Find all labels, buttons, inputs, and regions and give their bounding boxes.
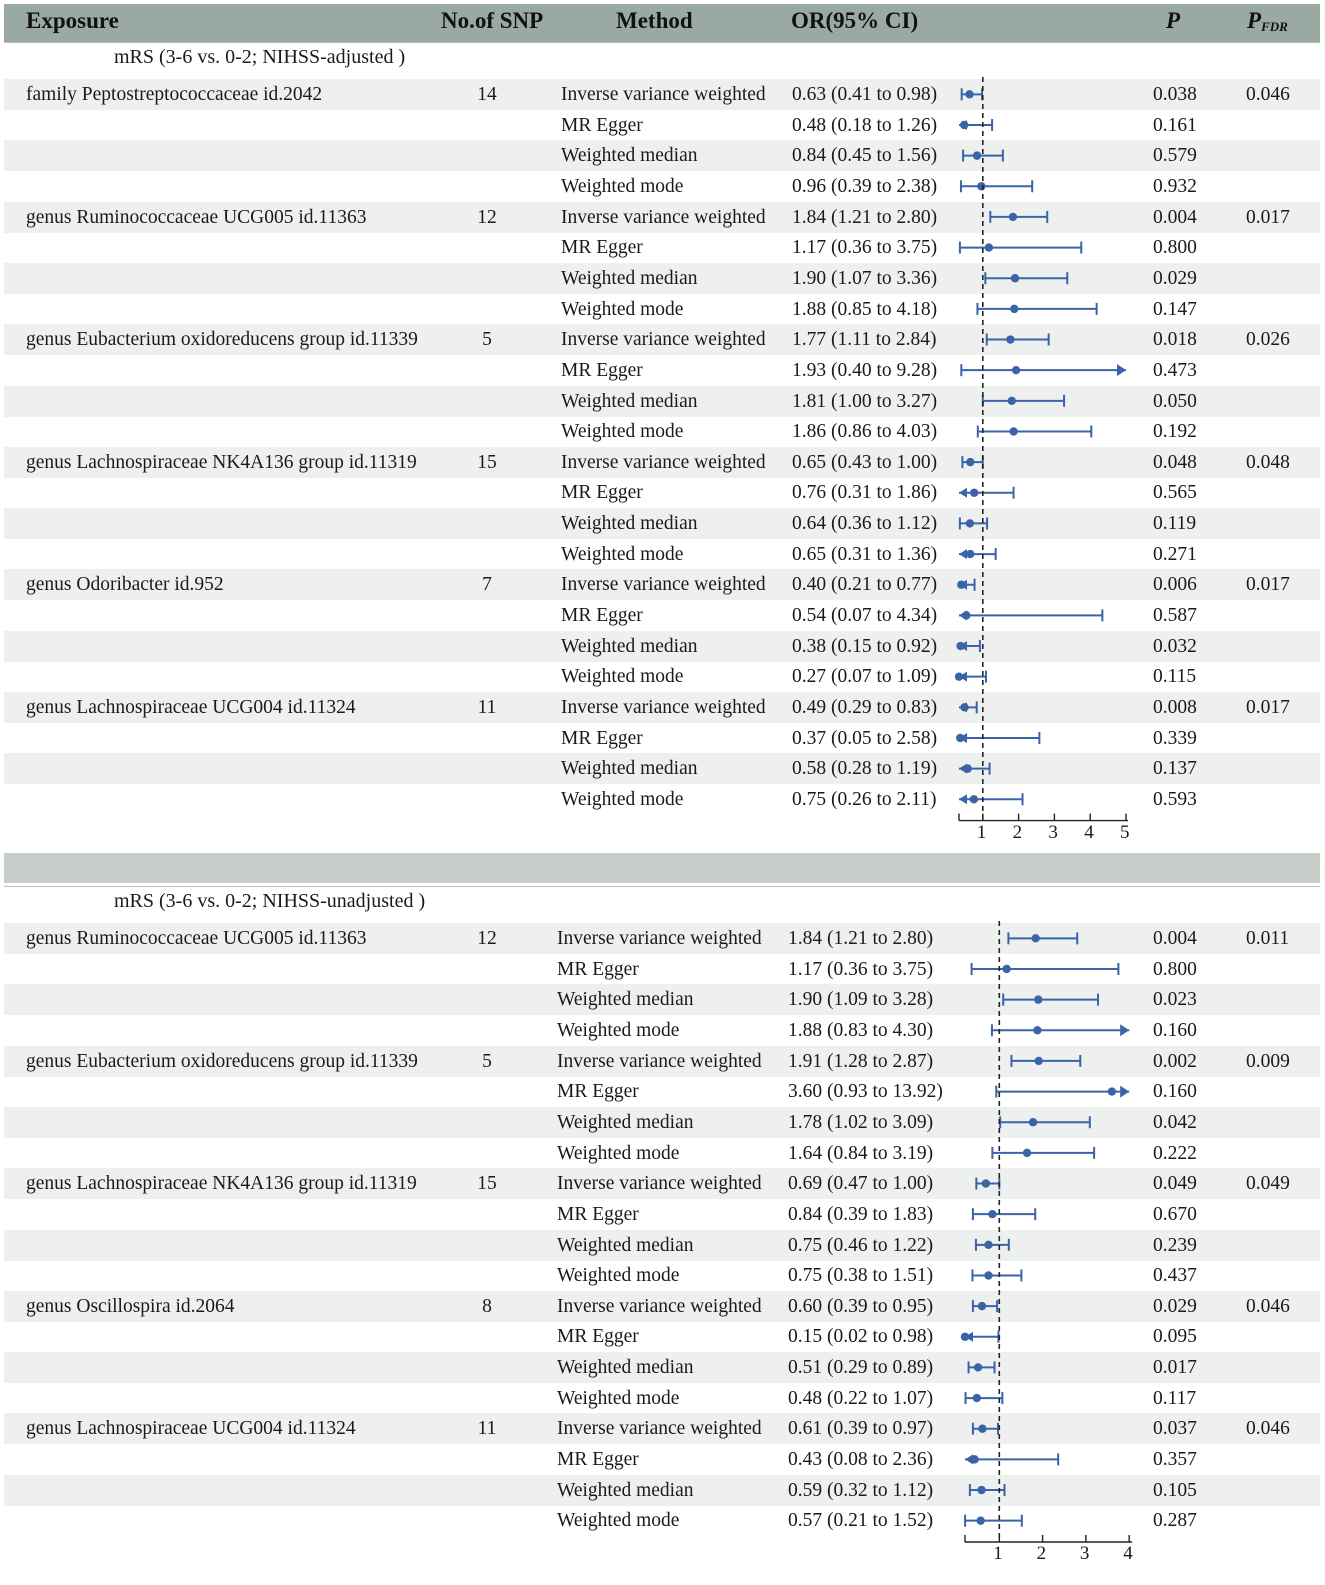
nsnp-value: 11 <box>477 1418 497 1440</box>
x-tick-label: 4 <box>1084 821 1094 843</box>
or-ci-text: 0.48 (0.18 to 1.26) <box>792 114 938 136</box>
p-value: 0.473 <box>1153 359 1197 381</box>
method-label: MR Egger <box>561 114 643 136</box>
nsnp-value: 5 <box>482 1050 492 1072</box>
p-value: 0.038 <box>1153 84 1197 105</box>
ci-arrow-left <box>959 549 967 559</box>
or-ci-text: 0.65 (0.43 to 1.00) <box>792 451 938 473</box>
exposure-label: genus Lachnospiraceae NK4A136 group id.11319 <box>26 451 417 473</box>
or-point <box>976 1516 984 1524</box>
or-ci-text: 0.60 (0.39 to 0.95) <box>788 1295 934 1317</box>
or-point <box>970 1455 978 1463</box>
or-ci-text: 0.75 (0.46 to 1.22) <box>788 1234 934 1256</box>
exposure-label: genus Oscillospira id.2064 <box>26 1295 235 1317</box>
or-ci-text: 1.84 (1.21 to 2.80) <box>792 206 938 228</box>
method-label: MR Egger <box>561 237 643 259</box>
or-point <box>1031 934 1039 942</box>
p-value: 0.004 <box>1153 206 1197 228</box>
or-point <box>957 581 965 589</box>
or-ci-text: 1.88 (0.85 to 4.18) <box>792 298 938 320</box>
method-label: MR Egger <box>561 359 643 381</box>
section-title: mRS (3-6 vs. 0-2; NIHSS-unadjusted ) <box>114 890 426 912</box>
method-label: Weighted median <box>561 758 698 780</box>
or-ci-text: 1.90 (1.09 to 3.28) <box>788 989 934 1011</box>
or-point <box>1034 995 1042 1003</box>
p-value: 0.339 <box>1153 727 1197 749</box>
method-label: Weighted median <box>557 1234 694 1256</box>
nsnp-value: 12 <box>477 928 497 949</box>
exposure-label: genus Eubacterium oxidoreducens group id.11339 <box>26 329 418 351</box>
header-method: Method <box>616 8 693 33</box>
ci-arrow-right <box>1120 1086 1129 1098</box>
ci-arrow-left <box>959 794 967 804</box>
or-point <box>1029 1118 1037 1126</box>
p-value: 0.002 <box>1153 1050 1197 1072</box>
exposure-label: genus Eubacterium oxidoreducens group id.11339 <box>26 1050 418 1072</box>
or-ci-text: 1.78 (1.02 to 3.09) <box>788 1111 934 1133</box>
nsnp-value: 11 <box>477 697 497 718</box>
method-label: MR Egger <box>561 727 643 749</box>
p-value: 0.593 <box>1153 788 1197 810</box>
ci-arrow-right <box>1117 364 1126 376</box>
method-label: Inverse variance weighted <box>561 84 766 105</box>
p-value: 0.579 <box>1153 145 1197 167</box>
or-ci-text: 0.15 (0.02 to 0.98) <box>788 1326 934 1348</box>
nsnp-value: 15 <box>477 451 497 473</box>
method-label: Inverse variance weighted <box>561 206 766 228</box>
or-point <box>961 1333 969 1341</box>
or-point <box>966 458 974 466</box>
nsnp-value: 7 <box>482 574 492 596</box>
method-label: Weighted median <box>557 1479 694 1501</box>
header-pfdr-main: P <box>1247 8 1262 33</box>
or-ci-text: 0.57 (0.21 to 1.52) <box>788 1510 934 1532</box>
or-ci-text: 1.88 (0.83 to 4.30) <box>788 1019 934 1041</box>
method-label: MR Egger <box>557 1449 639 1471</box>
or-ci-text: 0.37 (0.05 to 2.58) <box>792 727 938 749</box>
p-value: 0.271 <box>1153 543 1197 565</box>
p-value: 0.800 <box>1153 958 1197 980</box>
or-point <box>966 550 974 558</box>
or-point <box>1035 1057 1043 1065</box>
or-point <box>1011 274 1019 282</box>
method-label: MR Egger <box>557 1326 639 1348</box>
method-label: Inverse variance weighted <box>557 1418 762 1440</box>
p-value: 0.004 <box>1153 928 1197 949</box>
or-ci-text: 0.38 (0.15 to 0.92) <box>792 635 938 657</box>
p-value: 0.137 <box>1153 758 1197 780</box>
p-value: 0.115 <box>1153 666 1197 688</box>
or-ci-text: 1.91 (1.28 to 2.87) <box>788 1050 934 1072</box>
or-ci-text: 0.43 (0.08 to 2.36) <box>788 1449 934 1471</box>
x-tick-label: 2 <box>1012 821 1023 843</box>
header-or: OR(95% CI) <box>791 8 919 33</box>
p-value: 0.287 <box>1153 1510 1197 1532</box>
method-label: Weighted median <box>557 989 694 1011</box>
p-value: 0.095 <box>1153 1326 1197 1348</box>
exposure-label: genus Ruminococcaceae UCG005 id.11363 <box>26 928 367 949</box>
or-ci-text: 0.64 (0.36 to 1.12) <box>792 513 938 535</box>
pfdr-value: 0.017 <box>1246 697 1290 718</box>
method-label: Weighted mode <box>557 1510 680 1532</box>
method-label: Inverse variance weighted <box>557 928 762 949</box>
header-exposure: Exposure <box>26 8 119 33</box>
p-value: 0.050 <box>1153 390 1197 412</box>
or-point <box>960 703 968 711</box>
method-label: Inverse variance weighted <box>557 1173 762 1195</box>
or-ci-text: 0.27 (0.07 to 1.09) <box>792 666 938 688</box>
method-label: Inverse variance weighted <box>561 329 766 351</box>
or-ci-text: 0.75 (0.38 to 1.51) <box>788 1265 934 1287</box>
p-value: 0.048 <box>1153 451 1197 473</box>
or-point <box>1009 427 1017 435</box>
or-point <box>970 489 978 497</box>
method-label: MR Egger <box>561 605 643 627</box>
pfdr-value: 0.009 <box>1246 1050 1290 1072</box>
x-tick-label: 3 <box>1079 1543 1090 1564</box>
exposure-label: genus Lachnospiraceae NK4A136 group id.11319 <box>26 1173 417 1195</box>
nsnp-value: 15 <box>477 1173 497 1195</box>
method-label: Weighted mode <box>561 666 684 688</box>
x-tick-label: 3 <box>1048 821 1058 843</box>
or-ci-text: 3.60 (0.93 to 13.92) <box>788 1081 943 1103</box>
or-point <box>965 90 973 98</box>
x-tick-label: 4 <box>1123 1543 1133 1564</box>
p-value: 0.160 <box>1153 1081 1197 1103</box>
p-value: 0.222 <box>1153 1142 1197 1164</box>
pfdr-value: 0.017 <box>1246 574 1290 596</box>
p-value: 0.932 <box>1153 175 1197 197</box>
method-label: Weighted median <box>561 390 698 412</box>
or-ci-text: 1.77 (1.11 to 2.84) <box>792 329 937 351</box>
p-value: 0.437 <box>1153 1265 1197 1287</box>
method-label: MR Egger <box>557 1203 639 1225</box>
nsnp-value: 14 <box>477 84 497 105</box>
exposure-label: genus Ruminococcaceae UCG005 id.11363 <box>26 206 367 228</box>
or-point <box>978 1302 986 1310</box>
p-value: 0.029 <box>1153 267 1197 289</box>
or-point <box>1023 1149 1031 1157</box>
or-point <box>1108 1087 1116 1095</box>
nsnp-value: 12 <box>477 206 497 228</box>
p-value: 0.161 <box>1153 114 1197 136</box>
or-ci-text: 0.40 (0.21 to 0.77) <box>792 574 938 596</box>
exposure-label: family Peptostreptococcaceae id.2042 <box>26 84 323 105</box>
or-ci-text: 0.69 (0.47 to 1.00) <box>788 1173 934 1195</box>
or-point <box>956 642 964 650</box>
or-ci-text: 1.17 (0.36 to 3.75) <box>788 958 934 980</box>
p-value: 0.192 <box>1153 421 1197 443</box>
method-label: Weighted mode <box>561 543 684 565</box>
method-label: Weighted mode <box>557 1387 680 1409</box>
ci-arrow-left <box>959 488 967 498</box>
or-ci-text: 0.49 (0.29 to 0.83) <box>792 697 938 718</box>
or-point <box>1008 397 1016 405</box>
method-label: Inverse variance weighted <box>561 574 766 596</box>
or-point <box>964 764 972 772</box>
method-label: Weighted median <box>561 145 698 167</box>
or-ci-text: 0.84 (0.45 to 1.56) <box>792 145 938 167</box>
or-ci-text: 0.76 (0.31 to 1.86) <box>792 482 938 504</box>
or-ci-text: 1.84 (1.21 to 2.80) <box>788 928 934 949</box>
or-ci-text: 0.48 (0.22 to 1.07) <box>788 1387 934 1409</box>
x-tick-label: 2 <box>1036 1543 1047 1564</box>
or-point <box>973 151 981 159</box>
or-ci-text: 0.75 (0.26 to 2.11) <box>792 788 937 810</box>
or-point <box>978 1425 986 1433</box>
or-point <box>960 121 968 129</box>
method-label: Inverse variance weighted <box>561 697 766 718</box>
method-label: Inverse variance weighted <box>561 451 766 473</box>
method-label: Weighted median <box>561 635 698 657</box>
nsnp-value: 8 <box>482 1295 492 1317</box>
or-ci-text: 1.64 (0.84 to 3.19) <box>788 1142 934 1164</box>
method-label: MR Egger <box>561 482 643 504</box>
or-point <box>984 1271 992 1279</box>
p-value: 0.117 <box>1153 1387 1197 1409</box>
or-point <box>955 672 963 680</box>
p-value: 0.032 <box>1153 635 1197 657</box>
exposure-label: genus Lachnospiraceae UCG004 id.11324 <box>26 697 356 718</box>
p-value: 0.147 <box>1153 298 1197 320</box>
pfdr-value: 0.017 <box>1246 206 1290 228</box>
pfdr-value: 0.011 <box>1246 928 1290 949</box>
method-label: MR Egger <box>557 958 639 980</box>
p-value: 0.587 <box>1153 605 1197 627</box>
p-value: 0.017 <box>1153 1357 1197 1379</box>
or-point <box>956 734 964 742</box>
method-label: Weighted mode <box>561 298 684 320</box>
header-p: P <box>1166 8 1181 33</box>
or-point <box>1033 1026 1041 1034</box>
nsnp-value: 5 <box>482 329 492 351</box>
or-point <box>966 519 974 527</box>
or-ci-text: 1.93 (0.40 to 9.28) <box>792 359 938 381</box>
or-point <box>970 795 978 803</box>
method-label: Weighted median <box>557 1357 694 1379</box>
or-point <box>1009 213 1017 221</box>
p-value: 0.042 <box>1153 1111 1197 1133</box>
p-value: 0.565 <box>1153 482 1197 504</box>
or-point <box>982 1179 990 1187</box>
or-point <box>977 1486 985 1494</box>
or-ci-text: 0.61 (0.39 to 0.97) <box>788 1418 934 1440</box>
method-label: MR Egger <box>557 1081 639 1103</box>
method-label: Weighted median <box>557 1111 694 1133</box>
x-tick-label: 1 <box>993 1543 1003 1564</box>
method-label: Weighted mode <box>557 1142 680 1164</box>
or-ci-text: 0.96 (0.39 to 2.38) <box>792 175 938 197</box>
x-tick-label: 1 <box>976 821 987 843</box>
exposure-label: genus Lachnospiraceae UCG004 id.11324 <box>26 1418 356 1440</box>
method-label: Weighted median <box>561 267 698 289</box>
or-ci-text: 0.65 (0.31 to 1.36) <box>792 543 938 565</box>
or-ci-text: 1.86 (0.86 to 4.03) <box>792 421 938 443</box>
p-value: 0.105 <box>1153 1479 1197 1501</box>
or-ci-text: 0.59 (0.32 to 1.12) <box>788 1479 934 1501</box>
or-point <box>962 611 970 619</box>
or-point <box>977 182 985 190</box>
or-point <box>988 1210 996 1218</box>
or-ci-text: 0.84 (0.39 to 1.83) <box>788 1203 934 1225</box>
p-value: 0.357 <box>1153 1449 1197 1471</box>
or-ci-text: 0.54 (0.07 to 4.34) <box>792 605 938 627</box>
method-label: Weighted mode <box>561 175 684 197</box>
method-label: Weighted mode <box>561 788 684 810</box>
p-value: 0.029 <box>1153 1295 1197 1317</box>
or-ci-text: 1.90 (1.07 to 3.36) <box>792 267 938 289</box>
or-point <box>984 1241 992 1249</box>
pfdr-value: 0.046 <box>1246 1418 1290 1440</box>
exposure-label: genus Odoribacter id.952 <box>26 574 224 596</box>
p-value: 0.049 <box>1153 1173 1197 1195</box>
p-value: 0.800 <box>1153 237 1197 259</box>
or-point <box>974 1363 982 1371</box>
section-title: mRS (3-6 vs. 0-2; NIHSS-adjusted ) <box>114 46 406 68</box>
or-point <box>985 243 993 251</box>
header-pfdr-sub: FDR <box>1261 19 1288 34</box>
or-point <box>1012 366 1020 374</box>
method-label: Weighted mode <box>557 1019 680 1041</box>
method-label: Weighted median <box>561 513 698 535</box>
method-label: Weighted mode <box>557 1265 680 1287</box>
or-ci-text: 0.58 (0.28 to 1.19) <box>792 758 938 780</box>
pfdr-value: 0.049 <box>1246 1173 1290 1195</box>
or-point <box>1006 335 1014 343</box>
p-value: 0.670 <box>1153 1203 1197 1225</box>
method-label: Weighted mode <box>561 421 684 443</box>
or-point <box>1010 305 1018 313</box>
p-value: 0.160 <box>1153 1019 1197 1041</box>
or-ci-text: 1.81 (1.00 to 3.27) <box>792 390 938 412</box>
p-value: 0.037 <box>1153 1418 1197 1440</box>
pfdr-value: 0.026 <box>1246 329 1290 351</box>
pfdr-value: 0.048 <box>1246 451 1290 473</box>
method-label: Inverse variance weighted <box>557 1295 762 1317</box>
p-value: 0.119 <box>1153 513 1197 535</box>
ci-arrow-right <box>1120 1024 1129 1036</box>
p-value: 0.008 <box>1153 697 1197 718</box>
p-value: 0.239 <box>1153 1234 1197 1256</box>
pfdr-value: 0.046 <box>1246 84 1290 105</box>
or-point <box>1002 965 1010 973</box>
method-label: Inverse variance weighted <box>557 1050 762 1072</box>
or-ci-text: 0.51 (0.29 to 0.89) <box>788 1357 934 1379</box>
or-point <box>973 1394 981 1402</box>
pfdr-value: 0.046 <box>1246 1295 1290 1317</box>
or-ci-text: 0.63 (0.41 to 0.98) <box>792 84 938 105</box>
x-tick-label: 5 <box>1120 821 1130 843</box>
p-value: 0.006 <box>1153 574 1197 596</box>
or-ci-text: 1.17 (0.36 to 3.75) <box>792 237 938 259</box>
p-value: 0.018 <box>1153 329 1197 351</box>
header-nsnp: No.of SNP <box>441 8 544 33</box>
p-value: 0.023 <box>1153 989 1197 1011</box>
